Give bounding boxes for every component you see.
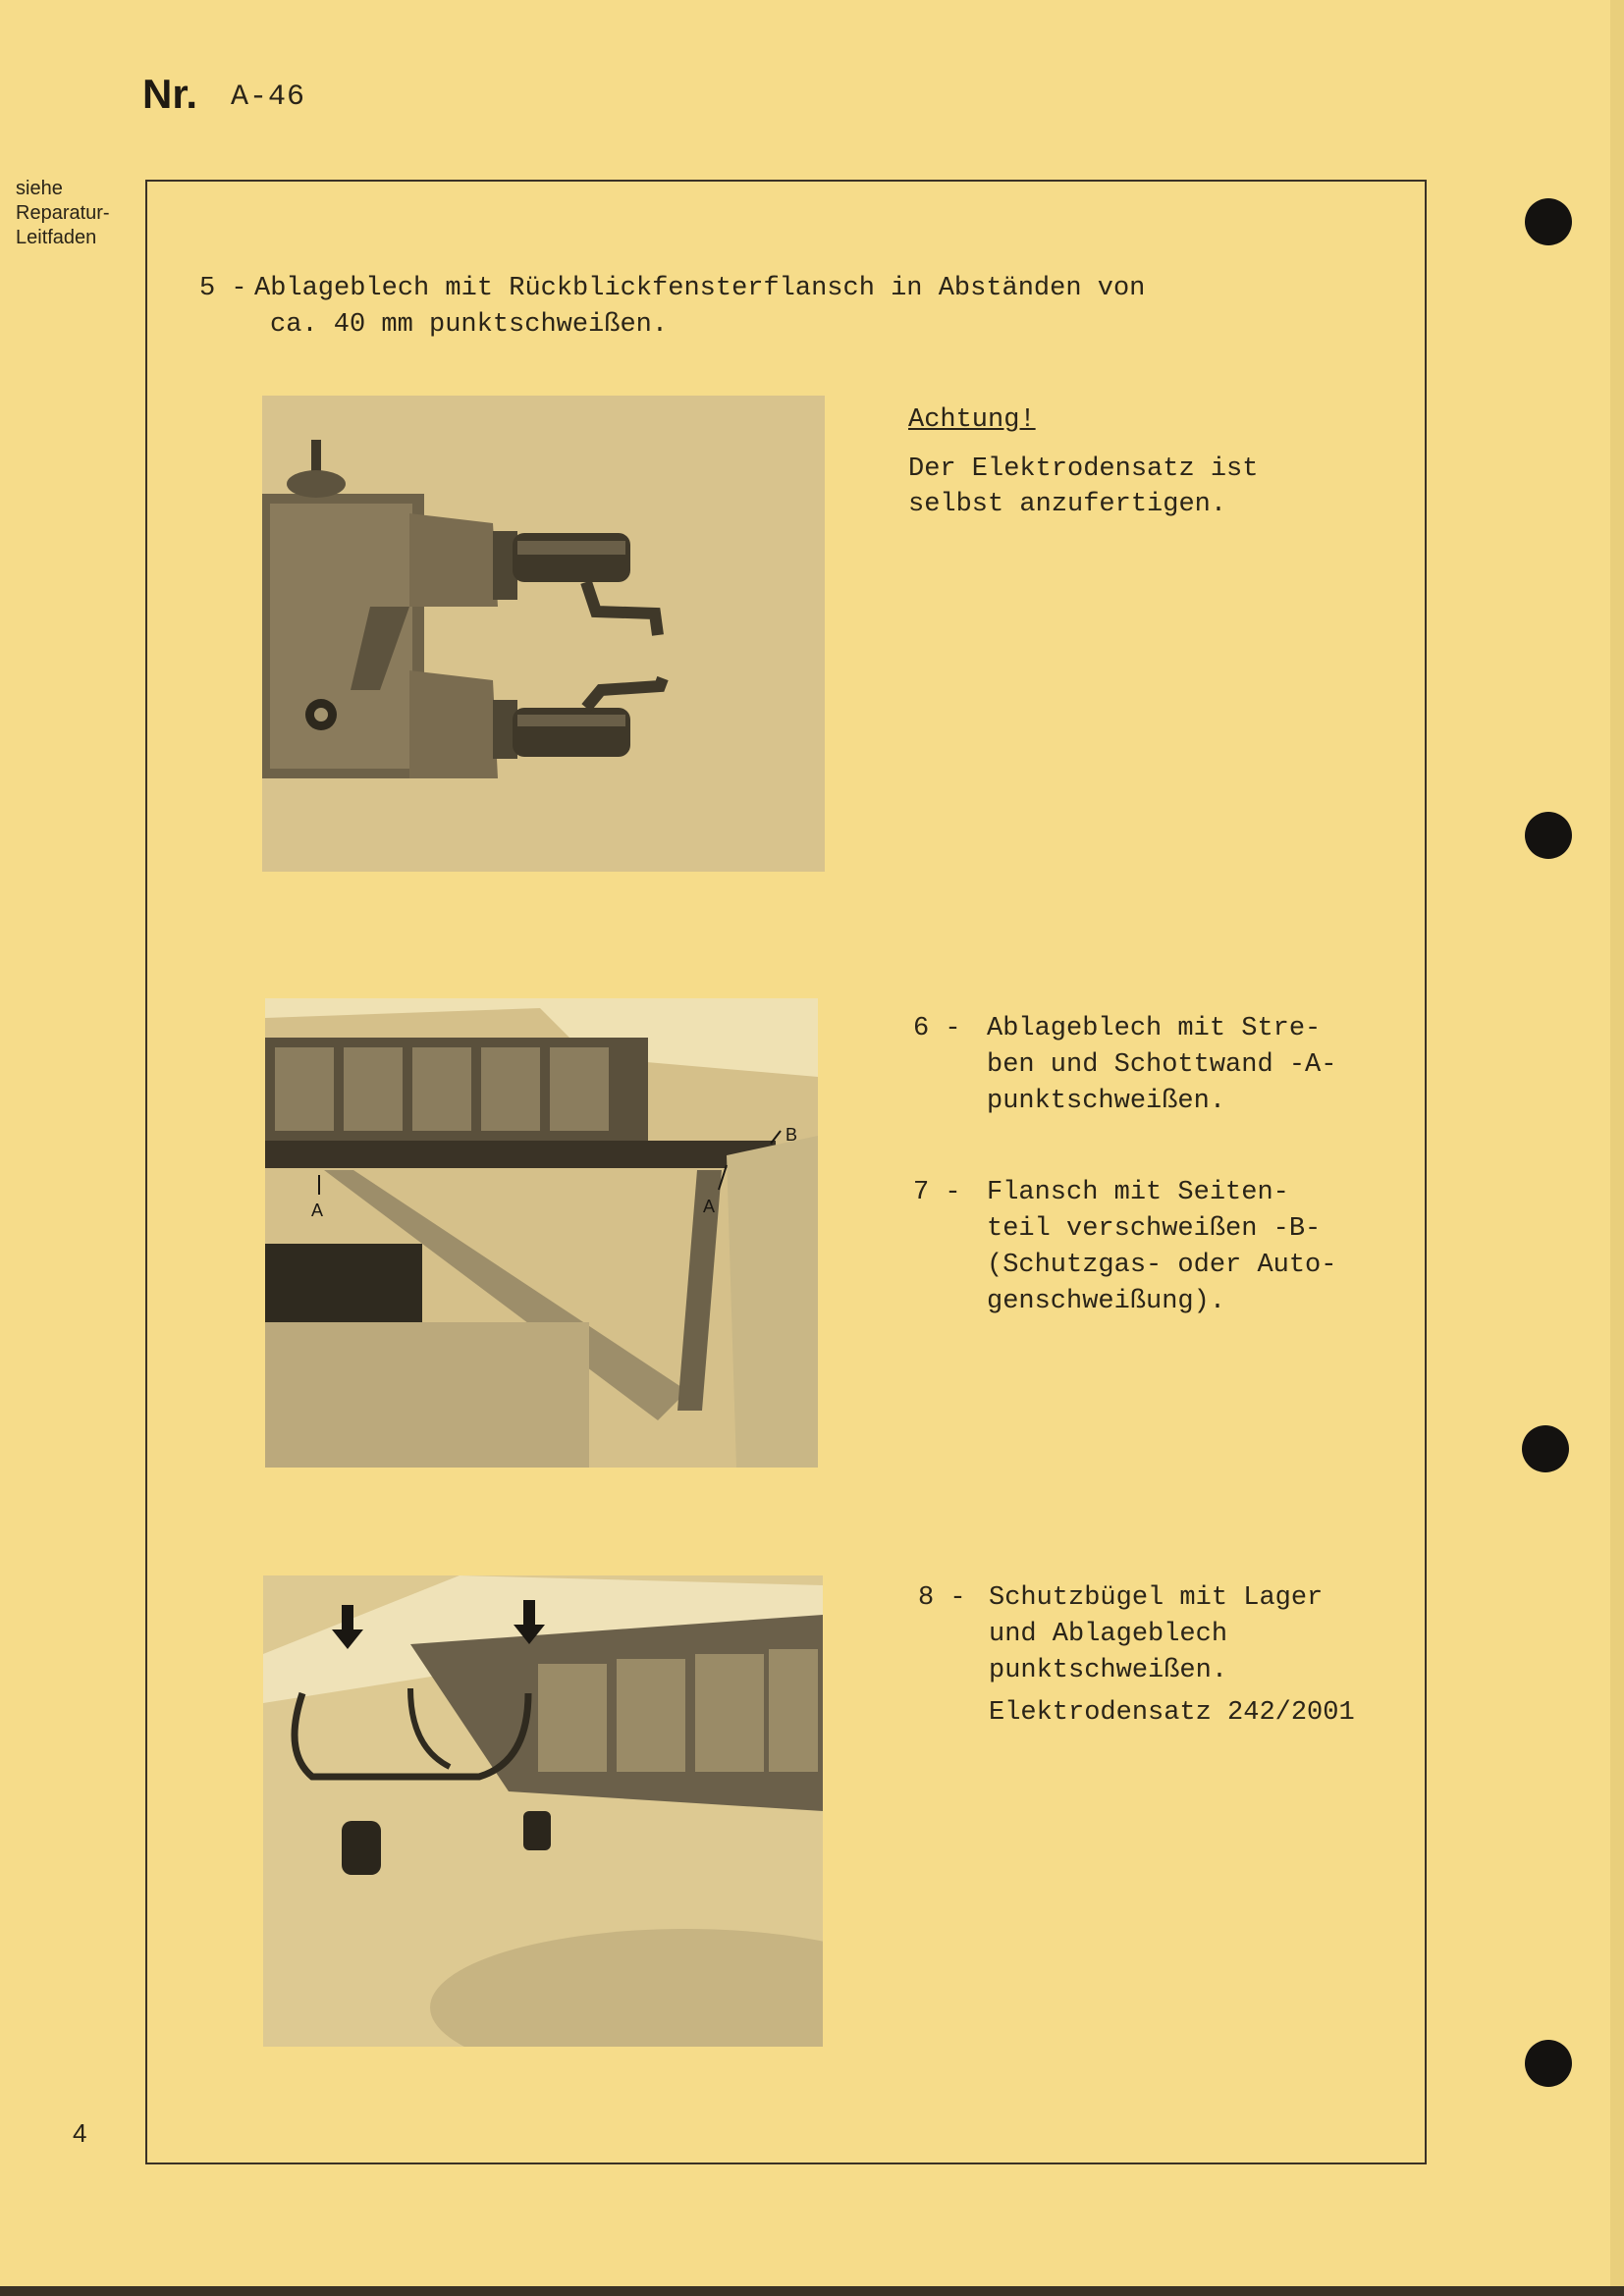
protective-bracket-illustration: [263, 1575, 823, 2047]
step-number: 6 -: [913, 1014, 961, 1043]
side-note: [16, 177, 143, 250]
punch-hole: [1525, 2040, 1572, 2087]
step-5: [199, 271, 1146, 412]
step-text-line: Schutzbügel mit Lager: [989, 1583, 1324, 1613]
label-b: B: [785, 1125, 798, 1145]
note-line: Der Elektrodensatz ist: [908, 454, 1259, 484]
step-text-line: Ablageblech mit Rückblickfensterflansch in Abständen von: [254, 274, 1146, 303]
body-interior-illustration: [265, 998, 818, 1468]
label-a-right: A: [703, 1197, 716, 1216]
photo-protective-bracket: [263, 1575, 823, 2047]
note-body: [908, 452, 1258, 522]
punch-hole: [1525, 812, 1572, 859]
label-a-left: A: [311, 1201, 324, 1220]
punch-hole: [1522, 1425, 1569, 1472]
header-doc-code: A-46: [231, 80, 306, 114]
step-number: 5 -: [199, 274, 247, 303]
step-6: [913, 1011, 1337, 1188]
step-text-line: teil verschweißen -B-: [987, 1214, 1322, 1244]
step-text-line: punktschweißen.: [989, 1656, 1228, 1685]
note-line: selbst anzufertigen.: [908, 490, 1227, 519]
electrode-set-ref: Elektrodensatz 242/2001: [989, 1698, 1355, 1728]
step-text-line: und Ablageblech: [989, 1620, 1228, 1649]
page-number: 4: [73, 2118, 87, 2148]
spot-welding-gun-illustration: [262, 396, 825, 872]
step-text-line: (Schutzgas- oder Auto-: [987, 1251, 1337, 1280]
side-note-line: Reparatur-: [16, 202, 110, 224]
side-note-line: Leitfaden: [16, 227, 97, 248]
step-text-line: ben und Schottwand -A-: [987, 1050, 1337, 1080]
punch-hole: [1525, 198, 1572, 245]
photo-body-interior: [265, 998, 818, 1468]
step-number: 8 -: [918, 1583, 966, 1613]
photo-spot-welding-gun: [262, 396, 825, 872]
step-text-line: punktschweißen.: [987, 1087, 1226, 1116]
step-text-line: Ablageblech mit Stre-: [987, 1014, 1322, 1043]
header-nr-label: Nr.: [142, 71, 198, 117]
page-edge: [1610, 0, 1624, 2296]
step-8: [918, 1580, 1355, 1792]
step-number: 7 -: [913, 1178, 961, 1207]
step-text-line: ca. 40 mm punktschweißen.: [270, 310, 669, 340]
side-note-line: siehe: [16, 178, 63, 199]
page-bottom-edge: [0, 2286, 1624, 2296]
step-7: [913, 1175, 1337, 1387]
step-text-line: Flansch mit Seiten-: [987, 1178, 1289, 1207]
step-text-line: genschweißung).: [987, 1287, 1226, 1316]
note-title: Achtung!: [908, 405, 1036, 435]
